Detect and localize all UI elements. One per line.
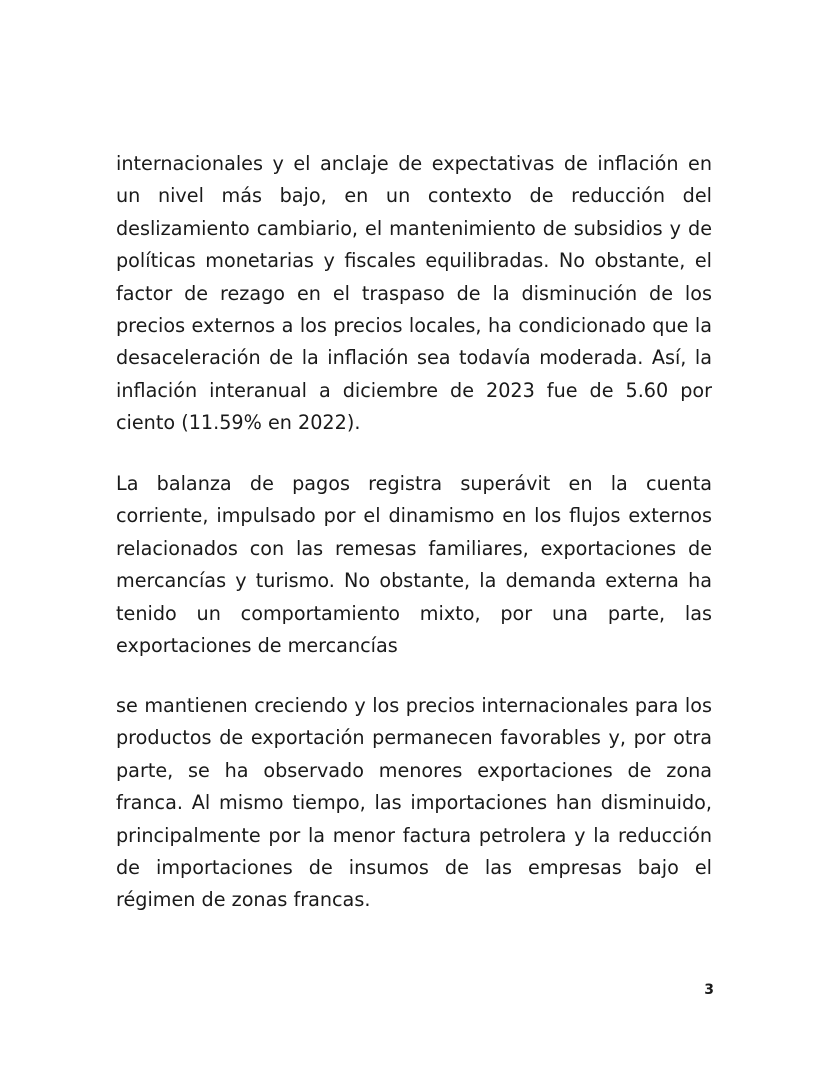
paragraph-inflation: internacionales y el anclaje de expectativas de inflación en un nivel más bajo, en un contexto de reducción del deslizamiento cambiario, el mantenimiento de subsidios y de políticas monetarias y fiscales equilibradas. No obstante, el factor de rezago en el traspaso de la disminución de los precios externos a los precios locales, ha condicionado que la desaceleración de la inflación sea todavía moderada. Así, la inflación interanual a diciembre de 2023 fue de 5.60 por ciento (11.59% en 2022). — [116, 152, 712, 435]
paragraph-exports-imports: se mantienen creciendo y los precios internacionales para los productos de exportación permanecen favorables y, por otra parte, se ha observado menores exportaciones de zona franca. Al mismo tiempo, las importaciones han disminuido, principalmente por la menor factura petrolera y la reducción de importaciones de insumos de las empresas bajo el régimen de zonas francas. — [116, 694, 712, 912]
paragraph-balance-of-payments: La balanza de pagos registra superávit en la cuenta corriente, impulsado por el dinamismo en los flujos externos relacionados con las remesas familiares, exportaciones de mercancías y turismo. No obstante, la demanda externa ha tenido un comportamiento mixto, por una parte, las exportaciones de mercancías — [116, 472, 712, 658]
page-number: 3 — [704, 982, 714, 998]
